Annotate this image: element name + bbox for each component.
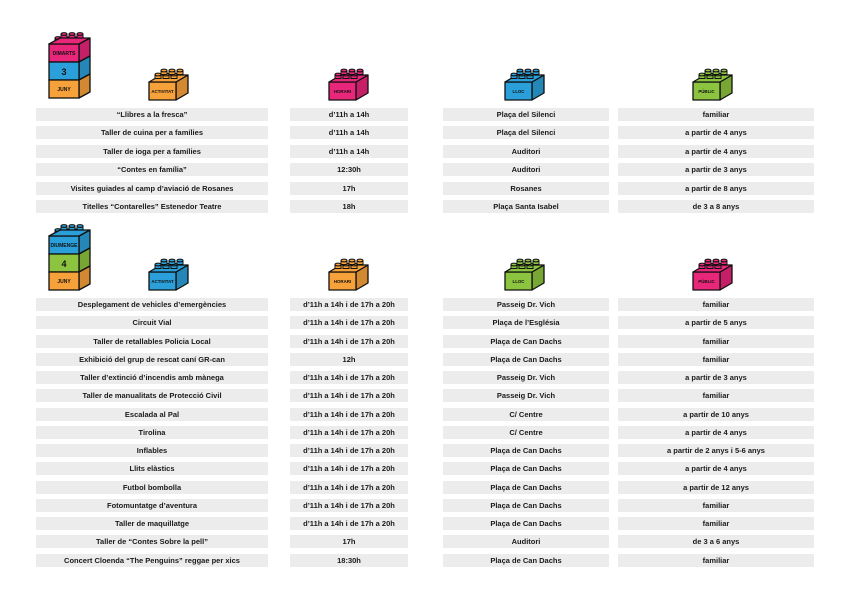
cell-activity: “Contes en família” [36, 163, 268, 176]
cell-audience: a partir de 4 anys [618, 462, 814, 475]
cell-audience: familiar [618, 499, 814, 512]
cell-place: Plaça de Can Dachs [443, 499, 609, 512]
table-row [0, 481, 849, 494]
header-audience-brick-icon [690, 62, 734, 106]
cell-activity: Concert Cloenda “The Penguins” reggae per xics [36, 554, 268, 567]
cell-activity: Circuit Vial [36, 316, 268, 329]
cell-activity: Tirolina [36, 426, 268, 439]
cell-time: d’11h a 14h i de 17h a 20h [290, 371, 408, 384]
cell-time: 12h [290, 353, 408, 366]
header-activity-brick-icon [146, 252, 190, 296]
table-row [0, 499, 849, 512]
cell-time: d’11h a 14h [290, 145, 408, 158]
header-time-brick-icon [326, 62, 370, 106]
cell-audience: a partir de 3 anys [618, 163, 814, 176]
brick-label: HORARI [333, 279, 352, 284]
brick-label: PÚBLIC [698, 89, 715, 94]
table-row [0, 535, 849, 548]
table-row [0, 126, 849, 139]
cell-audience: familiar [618, 353, 814, 366]
table-row [0, 517, 849, 530]
cell-place: Plaça Santa Isabel [443, 200, 609, 213]
brick-label: PÚBLIC [698, 279, 715, 284]
cell-audience: familiar [618, 298, 814, 311]
cell-activity: Taller de cuina per a famílies [36, 126, 268, 139]
cell-time: d’11h a 14h i de 17h a 20h [290, 517, 408, 530]
cell-time: d’11h a 14h [290, 108, 408, 121]
date-brick-tower-icon [46, 222, 94, 292]
cell-place: Plaça de Can Dachs [443, 517, 609, 530]
header-place-brick-icon [502, 252, 546, 296]
cell-audience: a partir de 4 anys [618, 126, 814, 139]
cell-time: d’11h a 14h i de 17h a 20h [290, 426, 408, 439]
cell-activity: “Llibres a la fresca” [36, 108, 268, 121]
table-row [0, 408, 849, 421]
cell-activity: Exhibició del grup de rescat caní GR-can [36, 353, 268, 366]
cell-audience: familiar [618, 389, 814, 402]
cell-place: Passeig Dr. Vich [443, 298, 609, 311]
cell-audience: a partir de 12 anys [618, 481, 814, 494]
cell-audience: familiar [618, 517, 814, 530]
cell-time: d’11h a 14h i de 17h a 20h [290, 499, 408, 512]
cell-place: Plaça de Can Dachs [443, 554, 609, 567]
cell-audience: a partir de 8 anys [618, 182, 814, 195]
cell-place: Plaça del Silenci [443, 108, 609, 121]
cell-activity: Titelles “Contarelles” Estenedor Teatre [36, 200, 268, 213]
cell-time: d’11h a 14h i de 17h a 20h [290, 462, 408, 475]
header-activity-brick-icon [146, 62, 190, 106]
table-row [0, 163, 849, 176]
cell-place: Plaça de Can Dachs [443, 462, 609, 475]
cell-activity: Taller d’extinció d’incendis amb mànega [36, 371, 268, 384]
cell-time: 18h [290, 200, 408, 213]
brick-label: HORARI [333, 89, 352, 94]
cell-activity: Taller de retallables Policia Local [36, 335, 268, 348]
date-bottom: JUNY [57, 87, 71, 93]
cell-place: Auditori [443, 535, 609, 548]
header-time-brick-icon [326, 252, 370, 296]
cell-activity: Desplegament de vehicles d’emergències [36, 298, 268, 311]
cell-activity: Taller de manualitats de Protecció Civil [36, 389, 268, 402]
table-row [0, 371, 849, 384]
cell-time: d’11h a 14h i de 17h a 20h [290, 389, 408, 402]
cell-place: Passeig Dr. Vich [443, 389, 609, 402]
date-brick-tower-icon [46, 30, 94, 100]
cell-time: d’11h a 14h i de 17h a 20h [290, 335, 408, 348]
cell-audience: a partir de 4 anys [618, 426, 814, 439]
cell-activity: Llits elàstics [36, 462, 268, 475]
cell-audience: a partir de 5 anys [618, 316, 814, 329]
table-row [0, 444, 849, 457]
cell-time: 18:30h [290, 554, 408, 567]
brick-label: LLOC [512, 279, 525, 284]
table-row [0, 298, 849, 311]
cell-activity: Taller de “Contes Sobre la pell” [36, 535, 268, 548]
cell-place: Plaça del Silenci [443, 126, 609, 139]
cell-place: Plaça de Can Dachs [443, 335, 609, 348]
brick-label: ACTIVITAT [151, 89, 174, 94]
table-row [0, 200, 849, 213]
cell-time: 17h [290, 182, 408, 195]
cell-audience: a partir de 4 anys [618, 145, 814, 158]
table-row [0, 426, 849, 439]
cell-time: 12:30h [290, 163, 408, 176]
cell-activity: Fotomuntatge d’aventura [36, 499, 268, 512]
date-top: DIUMENGE [50, 243, 78, 249]
date-day: 3 [61, 67, 67, 77]
table-row [0, 182, 849, 195]
cell-time: d’11h a 14h i de 17h a 20h [290, 408, 408, 421]
cell-place: C/ Centre [443, 426, 609, 439]
cell-audience: familiar [618, 108, 814, 121]
date-bottom: JUNY [57, 279, 71, 285]
cell-time: d’11h a 14h [290, 126, 408, 139]
header-audience-brick-icon [690, 252, 734, 296]
cell-activity: Visites guiades al camp d’aviació de Rosanes [36, 182, 268, 195]
date-top: DIMARTS [52, 51, 76, 57]
cell-activity: Taller de ioga per a famílies [36, 145, 268, 158]
cell-place: Plaça de Can Dachs [443, 444, 609, 457]
table-row [0, 462, 849, 475]
cell-place: C/ Centre [443, 408, 609, 421]
cell-time: d’11h a 14h i de 17h a 20h [290, 481, 408, 494]
brick-label: LLOC [512, 89, 525, 94]
table-row [0, 335, 849, 348]
cell-audience: a partir de 3 anys [618, 371, 814, 384]
cell-place: Rosanes [443, 182, 609, 195]
cell-time: 17h [290, 535, 408, 548]
cell-place: Passeig Dr. Vich [443, 371, 609, 384]
cell-place: Plaça de Can Dachs [443, 481, 609, 494]
table-row [0, 389, 849, 402]
cell-activity: Inflables [36, 444, 268, 457]
cell-audience: a partir de 2 anys i 5-6 anys [618, 444, 814, 457]
header-place-brick-icon [502, 62, 546, 106]
cell-time: d’11h a 14h i de 17h a 20h [290, 444, 408, 457]
cell-audience: familiar [618, 335, 814, 348]
date-day: 4 [61, 259, 67, 269]
cell-time: d’11h a 14h i de 17h a 20h [290, 316, 408, 329]
cell-activity: Taller de maquillatge [36, 517, 268, 530]
table-row [0, 554, 849, 567]
brick-label: ACTIVITAT [151, 279, 174, 284]
table-row [0, 353, 849, 366]
cell-place: Auditori [443, 163, 609, 176]
cell-audience: de 3 a 8 anys [618, 200, 814, 213]
cell-audience: familiar [618, 554, 814, 567]
cell-place: Plaça de l’Església [443, 316, 609, 329]
cell-activity: Futbol bombolla [36, 481, 268, 494]
cell-audience: a partir de 10 anys [618, 408, 814, 421]
table-row [0, 316, 849, 329]
table-row [0, 145, 849, 158]
table-row [0, 108, 849, 121]
cell-time: d’11h a 14h i de 17h a 20h [290, 298, 408, 311]
cell-activity: Escalada al Pal [36, 408, 268, 421]
cell-place: Plaça de Can Dachs [443, 353, 609, 366]
cell-place: Auditori [443, 145, 609, 158]
cell-audience: de 3 a 6 anys [618, 535, 814, 548]
